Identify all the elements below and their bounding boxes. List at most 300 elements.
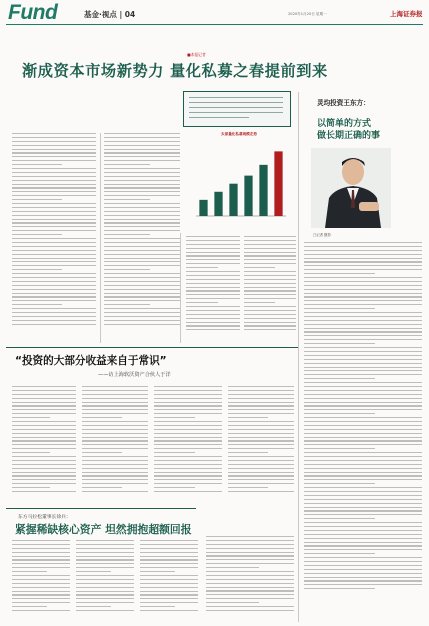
text-line (244, 294, 296, 295)
text-line (228, 444, 294, 445)
text-line (140, 540, 198, 541)
text-line (304, 425, 422, 426)
lead-col-3 (186, 236, 240, 333)
text-line (154, 390, 222, 391)
text-line (304, 472, 422, 473)
text-line (304, 433, 422, 434)
text-line (186, 267, 218, 268)
text-line (76, 606, 111, 607)
article2-headline: “投资的大部分收益来自于常识” (15, 355, 167, 367)
text-line (244, 302, 275, 303)
text-line (12, 440, 76, 441)
text-line (304, 545, 422, 546)
text-line (206, 555, 294, 556)
text-line (104, 160, 180, 161)
text-line (12, 324, 96, 325)
text-line (244, 271, 296, 272)
text-line (154, 444, 222, 445)
text-line (186, 314, 240, 315)
text-line (186, 306, 240, 307)
text-line (104, 234, 150, 235)
a2-col-3 (154, 386, 222, 495)
text-line (304, 242, 422, 243)
text-line (12, 475, 76, 476)
text-line (304, 386, 422, 387)
text-line (140, 602, 198, 603)
text-line (12, 559, 70, 560)
text-line (12, 191, 96, 192)
text-line (104, 289, 180, 290)
text-line (304, 289, 422, 290)
text-line (12, 195, 96, 196)
text-line (104, 304, 150, 305)
text-line (304, 468, 422, 469)
text-line (304, 250, 422, 251)
text-line (206, 571, 294, 572)
text-line (12, 587, 70, 588)
text-line (140, 556, 198, 557)
text-line (12, 219, 96, 220)
text-line (140, 567, 198, 568)
text-line (104, 261, 180, 262)
text-line (104, 191, 180, 192)
text-line (228, 417, 268, 418)
text-line (186, 329, 240, 330)
text-line (304, 452, 422, 453)
text-line (186, 283, 240, 284)
text-line (12, 296, 96, 297)
text-line (12, 180, 96, 181)
text-line (154, 464, 222, 465)
text-line (76, 544, 134, 545)
text-line (304, 561, 422, 562)
text-line (304, 374, 422, 375)
text-line (82, 402, 148, 403)
text-line (12, 164, 62, 165)
text-line (244, 267, 275, 268)
text-line (82, 479, 148, 480)
text-line (104, 219, 180, 220)
text-line (82, 386, 148, 387)
text-line (244, 322, 296, 323)
text-line (304, 495, 422, 496)
text-line (304, 394, 422, 395)
scale-chart (186, 138, 292, 228)
photo-caption: □记者 摄影 (313, 233, 331, 237)
text-line (186, 240, 240, 241)
text-line (12, 215, 96, 216)
column-rule (298, 92, 299, 622)
text-line (228, 390, 294, 391)
interview-title: 灵均投资王东方： (317, 99, 370, 107)
text-line (228, 402, 294, 403)
text-line (12, 265, 96, 266)
text-line (154, 460, 222, 461)
text-line (76, 587, 134, 588)
text-line (154, 386, 222, 387)
chart-title: 头部量化私募规模走势 (221, 132, 257, 136)
text-line (304, 308, 375, 309)
text-line (304, 580, 422, 581)
text-line (104, 207, 180, 208)
text-line (12, 386, 76, 387)
lead-headline: 渐成资本市场新势力 量化私募之春提前到来 (22, 62, 328, 80)
text-line (104, 285, 180, 286)
text-line (12, 598, 70, 599)
text-line (154, 413, 222, 414)
text-line (12, 176, 96, 177)
text-line (12, 254, 96, 255)
text-line (12, 137, 96, 138)
text-line (206, 579, 294, 580)
text-line (76, 556, 134, 557)
text-line (244, 259, 296, 260)
text-line (244, 287, 296, 288)
text-line (82, 413, 148, 414)
text-line (104, 168, 180, 169)
text-line (12, 269, 62, 270)
text-line (140, 571, 175, 572)
text-line (104, 293, 180, 294)
text-line (76, 594, 134, 595)
text-line (104, 242, 180, 243)
text-line (76, 548, 134, 549)
text-line (12, 583, 70, 584)
text-line (104, 296, 180, 297)
a3-col-4 (206, 536, 294, 614)
text-line (304, 417, 422, 418)
text-line (244, 252, 296, 253)
text-line (304, 534, 422, 535)
text-line (304, 409, 422, 410)
text-line (12, 472, 76, 473)
text-line (76, 602, 134, 603)
text-line (154, 425, 222, 426)
chart-bar (229, 184, 237, 216)
text-line (206, 544, 294, 545)
text-line (140, 579, 198, 580)
lead-col-4 (244, 236, 296, 333)
text-line (140, 548, 198, 549)
text-line (12, 152, 96, 153)
section-label: 基金·视点 | 04 (84, 10, 136, 19)
text-line (12, 487, 50, 488)
text-line (140, 606, 175, 607)
text-line (304, 296, 422, 297)
a3-col-1 (12, 540, 70, 614)
text-line (12, 544, 70, 545)
text-line (304, 398, 422, 399)
text-line (12, 548, 70, 549)
text-line (186, 302, 218, 303)
text-line (304, 363, 422, 364)
text-line (228, 448, 294, 449)
text-line (76, 563, 134, 564)
person-photo-icon (311, 148, 391, 228)
text-line (228, 491, 294, 492)
text-line (304, 530, 422, 531)
text-line (76, 583, 134, 584)
text-line (76, 552, 134, 553)
text-line (304, 522, 422, 523)
text-line (304, 553, 375, 554)
text-line (12, 479, 76, 480)
text-line (12, 277, 96, 278)
text-line (228, 405, 294, 406)
text-line (304, 277, 422, 278)
masthead (0, 0, 429, 24)
text-line (104, 269, 150, 270)
text-line (304, 421, 422, 422)
text-line (104, 141, 180, 142)
text-line (304, 456, 422, 457)
text-line (186, 294, 240, 295)
text-line (12, 556, 70, 557)
text-line (228, 429, 294, 430)
text-line (12, 552, 70, 553)
text-line (12, 211, 96, 212)
text-line (82, 456, 148, 457)
text-line (304, 542, 422, 543)
text-line (228, 475, 294, 476)
text-line (304, 273, 375, 274)
text-line (104, 137, 180, 138)
text-line (12, 390, 76, 391)
text-line (244, 298, 296, 299)
text-line (228, 483, 294, 484)
text-line (82, 425, 148, 426)
text-line (12, 242, 96, 243)
text-line (12, 575, 70, 576)
text-line (12, 168, 96, 169)
text-line (104, 180, 180, 181)
text-line (12, 308, 96, 309)
text-line (228, 437, 294, 438)
text-line (206, 598, 294, 599)
text-line (12, 156, 96, 157)
text-line (228, 487, 268, 488)
text-line (12, 222, 96, 223)
chart-bar (214, 192, 222, 216)
text-line (82, 398, 148, 399)
text-line (12, 405, 76, 406)
text-line (206, 602, 259, 603)
text-line (228, 398, 294, 399)
text-line (304, 464, 422, 465)
text-line (228, 413, 294, 414)
text-line (304, 437, 422, 438)
text-line (186, 252, 240, 253)
text-line (104, 273, 180, 274)
text-line (244, 240, 296, 241)
text-line (12, 452, 50, 453)
text-line (82, 464, 148, 465)
article2-subheadline: ——访上海软沃资产合伙人于洋 (98, 372, 171, 378)
text-line (82, 394, 148, 395)
text-line (304, 569, 422, 570)
text-line (304, 526, 422, 527)
text-line (12, 207, 96, 208)
text-line (206, 606, 294, 607)
text-line (104, 149, 180, 150)
text-line (154, 429, 222, 430)
text-line (12, 456, 76, 457)
text-line (140, 591, 198, 592)
chart-bar (259, 165, 267, 216)
text-line (206, 540, 294, 541)
text-line (82, 452, 122, 453)
text-line (12, 594, 70, 595)
text-line (304, 261, 422, 262)
text-line (12, 261, 96, 262)
text-line (12, 610, 70, 611)
header-rule (6, 24, 423, 25)
text-line (304, 503, 422, 504)
text-line (304, 304, 422, 305)
text-line (244, 248, 296, 249)
chart-bar (274, 151, 282, 216)
text-line (228, 479, 294, 480)
text-line (12, 398, 76, 399)
text-line (82, 429, 148, 430)
text-line (304, 316, 422, 317)
text-line (228, 440, 294, 441)
text-line (12, 464, 76, 465)
text-line (104, 145, 180, 146)
text-line (304, 258, 422, 259)
text-line (104, 258, 180, 259)
text-line (76, 579, 134, 580)
text-line (304, 577, 422, 578)
text-line (304, 479, 422, 480)
text-line (244, 314, 296, 315)
text-line (82, 421, 148, 422)
text-line (186, 275, 240, 276)
text-line (12, 571, 47, 572)
text-line (304, 343, 375, 344)
text-line (12, 602, 70, 603)
text-line (304, 402, 422, 403)
text-line (154, 448, 222, 449)
text-line (104, 300, 180, 301)
text-line (104, 211, 180, 212)
text-line (82, 390, 148, 391)
text-line (154, 483, 222, 484)
text-line (304, 573, 422, 574)
text-line (82, 405, 148, 406)
a2-col-4 (228, 386, 294, 495)
text-line (304, 448, 375, 449)
text-line (12, 234, 62, 235)
text-line (228, 452, 268, 453)
text-line (304, 324, 422, 325)
text-line (154, 456, 222, 457)
text-line (206, 559, 294, 560)
text-line (154, 452, 195, 453)
text-line (304, 347, 422, 348)
text-line (304, 281, 422, 282)
text-line (304, 320, 422, 321)
text-line (244, 283, 296, 284)
text-line (304, 359, 422, 360)
text-line (12, 160, 96, 161)
text-line (12, 172, 96, 173)
text-line (228, 468, 294, 469)
text-line (244, 306, 296, 307)
text-line (12, 141, 96, 142)
text-line (12, 579, 70, 580)
text-line (104, 281, 180, 282)
text-line (304, 390, 422, 391)
text-line (206, 563, 294, 564)
text-line (76, 575, 134, 576)
text-line (304, 483, 375, 484)
text-line (12, 425, 76, 426)
text-line (304, 293, 422, 294)
text-line (104, 164, 150, 165)
text-line (104, 226, 180, 227)
text-line (154, 417, 195, 418)
text-line (206, 594, 294, 595)
text-line (140, 544, 198, 545)
text-line (12, 187, 96, 188)
text-line (304, 440, 422, 441)
text-line (104, 199, 150, 200)
text-line (76, 567, 134, 568)
text-line (206, 583, 294, 584)
text-line (304, 588, 375, 589)
text-line (12, 429, 76, 430)
text-line (12, 402, 76, 403)
text-line (186, 290, 240, 291)
text-line (12, 433, 76, 434)
text-line (186, 298, 240, 299)
text-line (76, 540, 134, 541)
text-line (186, 263, 240, 264)
lead-col-2 (104, 133, 180, 328)
chart-bar (199, 200, 207, 216)
text-line (12, 289, 96, 290)
text-line (206, 590, 294, 591)
paper-logo: 上海证券报 (390, 10, 423, 18)
text-line (154, 433, 222, 434)
text-line (104, 320, 180, 321)
text-line (82, 460, 148, 461)
text-line (12, 184, 96, 185)
text-line (82, 437, 148, 438)
text-line (12, 258, 96, 259)
text-line (12, 606, 47, 607)
text-line (12, 491, 76, 492)
text-line (304, 265, 422, 266)
text-line (12, 567, 70, 568)
text-line (228, 456, 294, 457)
text-line (304, 538, 422, 539)
text-line (12, 444, 76, 445)
text-line (304, 335, 422, 336)
text-line (244, 329, 296, 330)
text-line (304, 510, 422, 511)
a2-col-2 (82, 386, 148, 495)
text-line (228, 425, 294, 426)
text-line (154, 394, 222, 395)
text-line (82, 483, 148, 484)
text-line (244, 263, 296, 264)
text-line (104, 184, 180, 185)
text-line (304, 246, 422, 247)
text-line (186, 259, 240, 260)
section-divider (6, 347, 298, 348)
